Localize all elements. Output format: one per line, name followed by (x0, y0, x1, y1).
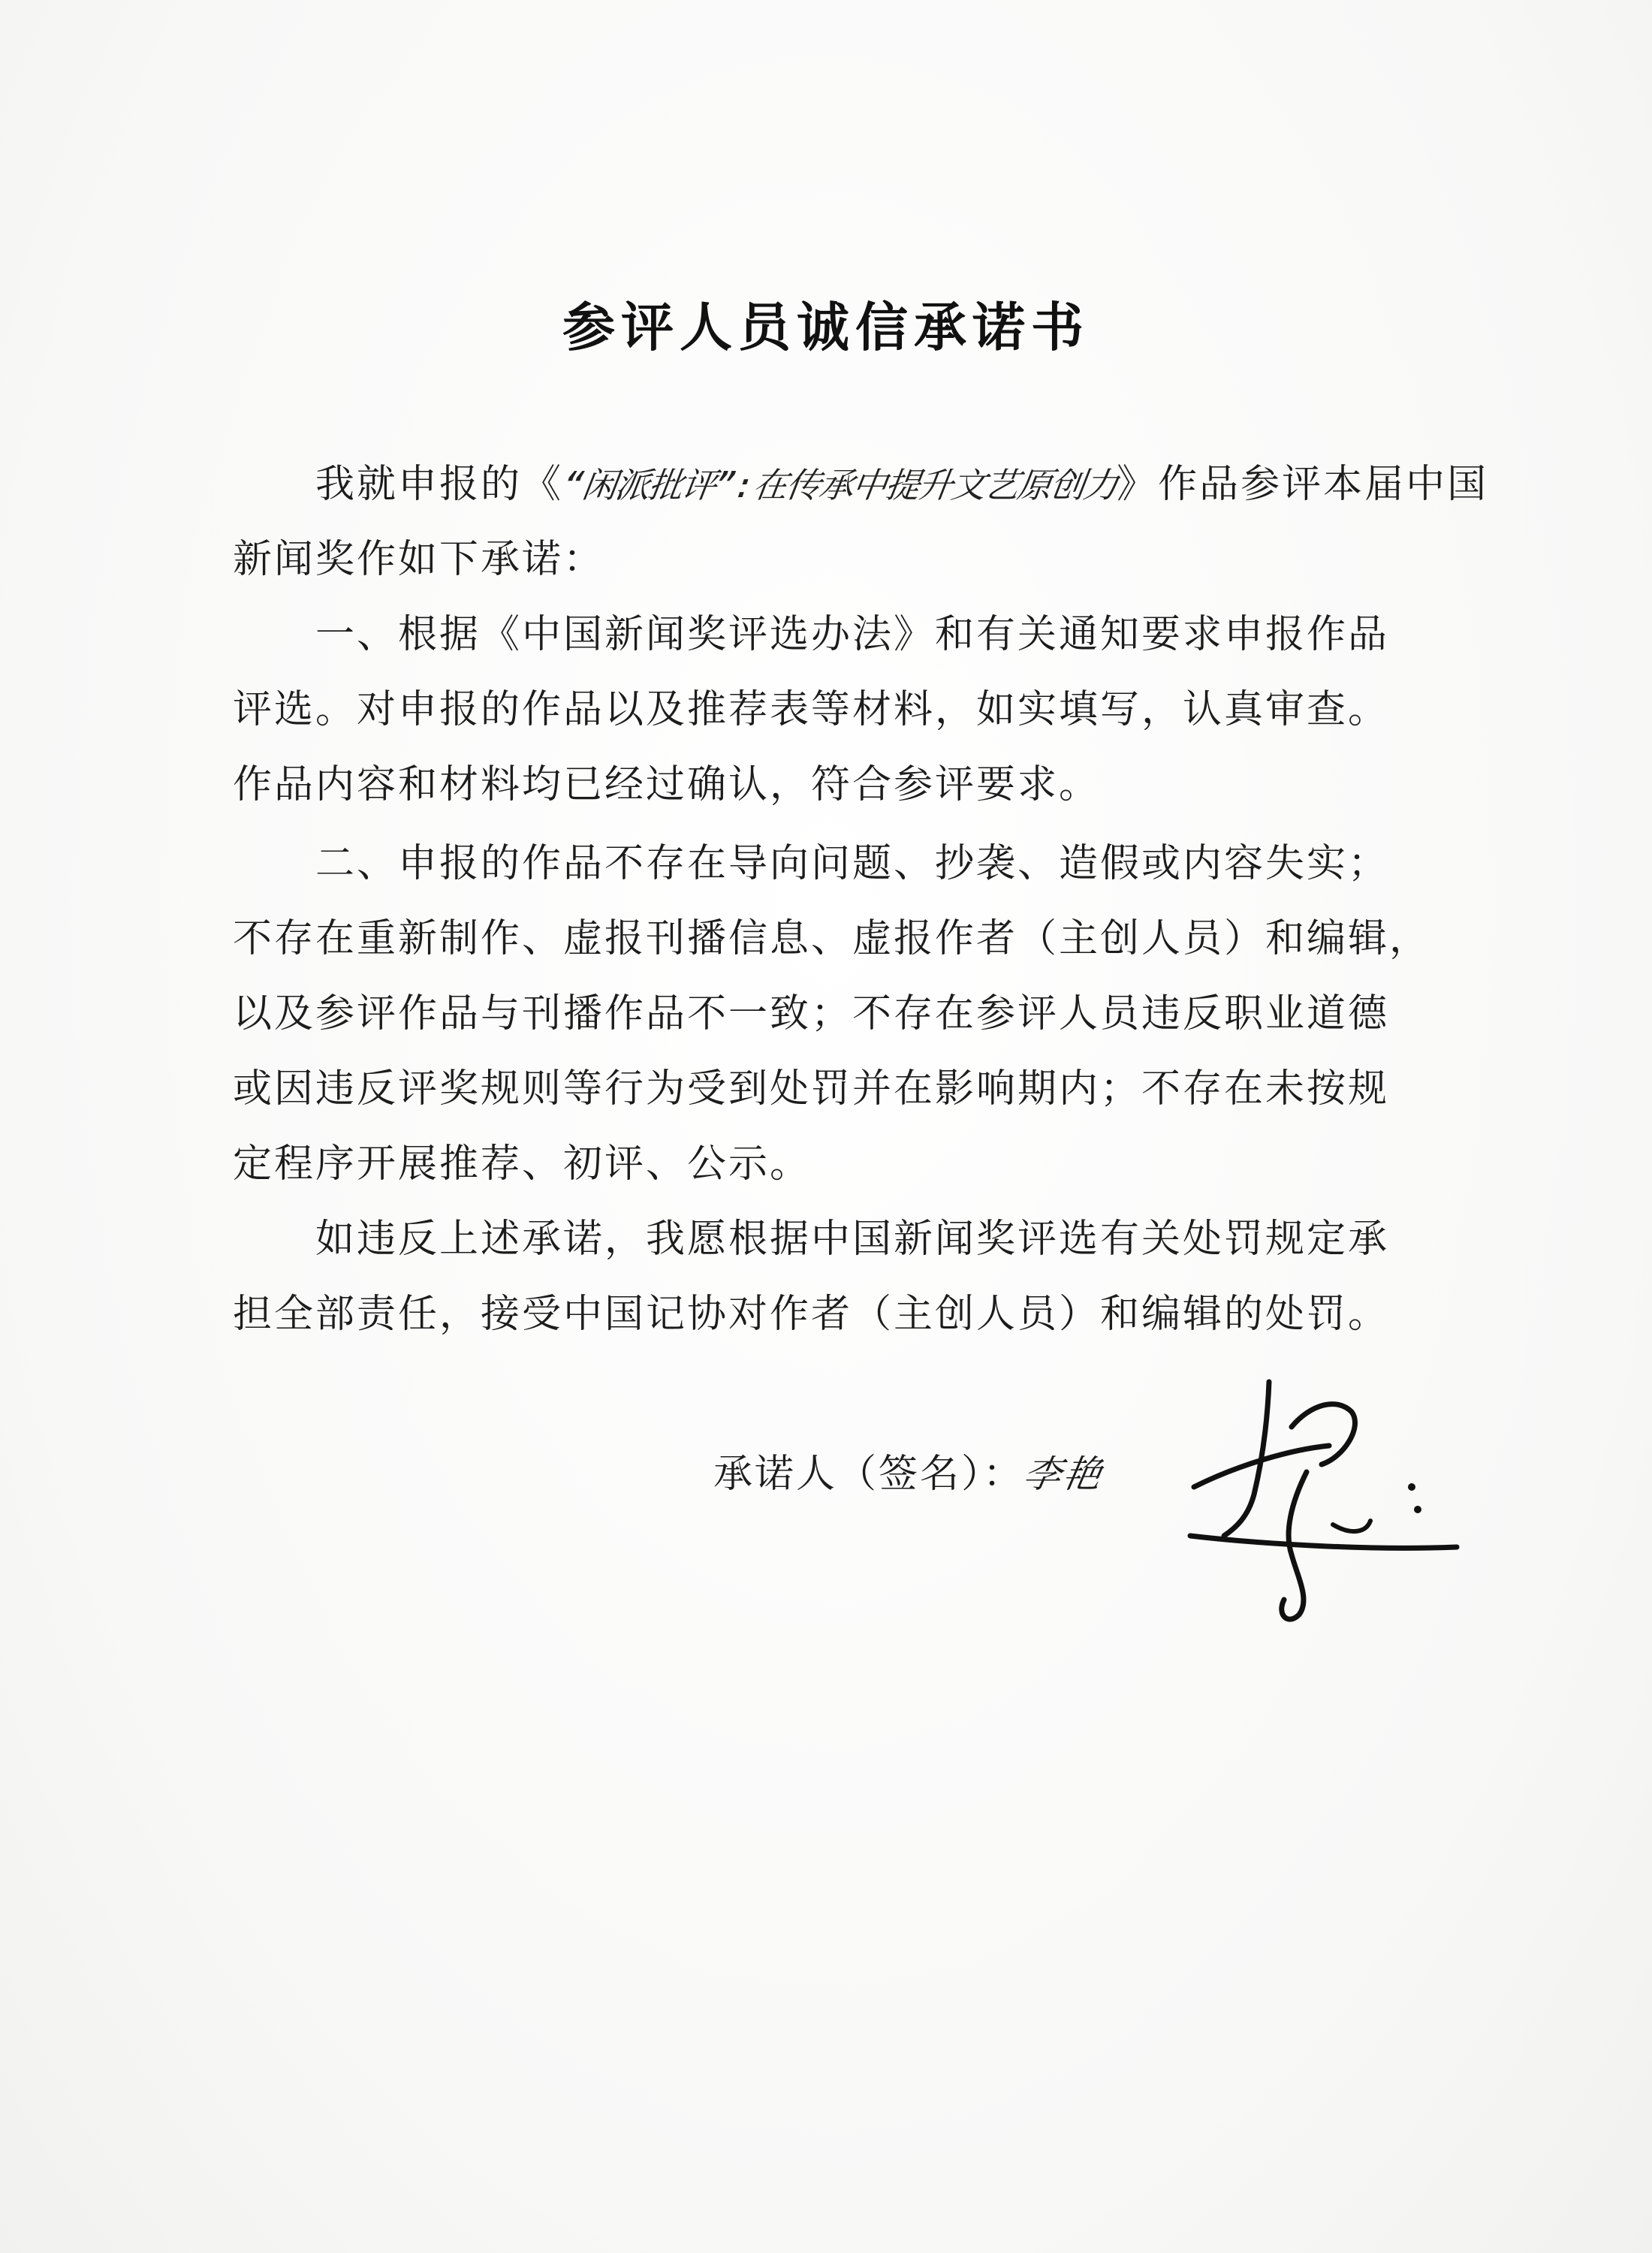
document-title: 参评人员诚信承诺书 (562, 297, 1090, 358)
signature-label: 承诺人（签名）： (713, 1452, 1025, 1497)
clause1-line2: 评选。对申报的作品以及推荐表等材料，如实填写，认真审查。 (233, 687, 1390, 732)
para1-line1 (315, 462, 1488, 508)
clause2-line2: 不存在重新制作、虚报刊播信息、虚报作者（主创人员）和编辑， (233, 916, 1431, 961)
clause1-line3: 作品内容和材料均已经过确认，符合参评要求。 (233, 762, 1101, 807)
handwritten-work-title: “闲派批评”:在传承中提升文艺原创力 (560, 465, 1120, 505)
closing-line2: 担全部责任，接受中国记协对作者（主创人员）和编辑的处罚。 (233, 1292, 1390, 1337)
para1-suffix: 》作品参评本届中国 (1117, 462, 1489, 507)
clause2-line5: 定程序开展推荐、初评、公示。 (233, 1142, 812, 1187)
closing-line1: 如违反上述承诺，我愿根据中国新闻奖评选有关处罚规定承 (315, 1217, 1390, 1262)
clause2-line4: 或因违反评奖规则等行为受到处罚并在影响期内；不存在未按规 (233, 1066, 1390, 1111)
signature-name: 李艳 (1020, 1452, 1108, 1496)
clause2-line3: 以及参评作品与刊播作品不一致；不存在参评人员违反职业道德 (233, 991, 1390, 1036)
clause1-line1: 一、根据《中国新闻奖评选办法》和有关通知要求申报作品 (315, 612, 1390, 657)
signature-line (713, 1442, 1108, 1498)
clause2-line1: 二、申报的作品不存在导向问题、抄袭、造假或内容失实； (315, 841, 1390, 886)
para1-prefix: 我就申报的《 (315, 462, 564, 507)
handwritten-signature (1179, 1374, 1464, 1630)
para1-line2: 新闻奖作如下承诺： (233, 537, 605, 582)
